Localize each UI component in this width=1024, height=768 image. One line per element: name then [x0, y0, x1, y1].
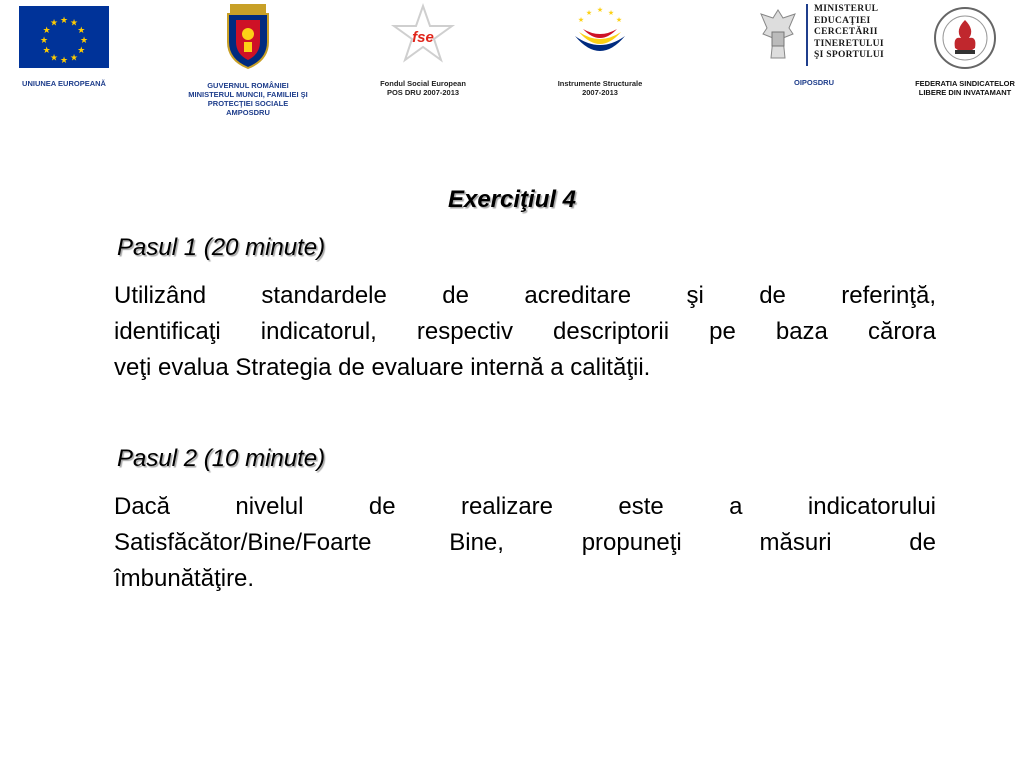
svg-text:★: ★	[69, 53, 79, 64]
svg-text:★: ★	[42, 26, 51, 36]
step1-line: Utilizând standardele de acreditare şi de referinţă,	[114, 282, 936, 309]
svg-text:★: ★	[585, 9, 593, 17]
ministry-name-line: EDUCAŢIEI	[814, 15, 871, 26]
svg-text:★: ★	[577, 16, 585, 24]
svg-text:★: ★	[77, 46, 86, 56]
step1-heading: Pasul 1 (20 minute)	[117, 234, 326, 261]
svg-text:★: ★	[69, 18, 79, 29]
eu-caption: UNIUNEA EUROPEANĂ	[22, 79, 106, 88]
federation-caption-line: FEDERATIA SINDICATELOR	[915, 79, 1015, 88]
svg-text:★: ★	[49, 53, 59, 64]
ministry-name-line: CERCETĂRII	[814, 27, 878, 37]
svg-text:★: ★	[596, 6, 604, 14]
ministry-name-line: ŞI SPORTULUI	[814, 50, 885, 60]
government-caption-line: AMPOSDRU	[226, 108, 270, 117]
svg-text:★: ★	[615, 16, 623, 24]
step2-paragraph	[114, 489, 936, 597]
exercise-title: Exerciţiul 4	[447, 186, 577, 213]
svg-text:★: ★	[39, 36, 49, 46]
fse-caption-line: Fondul Social European	[380, 79, 466, 88]
government-caption-line: GUVERNUL ROMÂNIEI	[207, 81, 289, 90]
step2-line: Dacă nivelul de realizare este a indicatorului	[114, 493, 936, 520]
federation-caption-line: LIBERE DIN INVATAMANT	[918, 88, 1012, 97]
ministry-caption: OIPOSDRU	[794, 78, 835, 87]
structural-caption-line: Instrumente Structurale	[557, 79, 643, 88]
government-caption-line: MINISTERUL MUNCII, FAMILIEI ŞI	[188, 90, 308, 99]
step1-paragraph	[114, 278, 936, 386]
fse-mark: fse	[412, 29, 434, 46]
step2-line: Satisfăcător/Bine/Foarte Bine, propuneţi măsuri de	[114, 529, 936, 556]
step2-heading: Pasul 2 (10 minute)	[117, 445, 326, 472]
ministry-name-line: TINERETULUI	[814, 38, 884, 49]
government-caption-line: PROTECŢIEI SOCIALE	[207, 99, 289, 108]
svg-text:★: ★	[607, 9, 615, 17]
fse-caption-line: POS DRU 2007-2013	[386, 88, 460, 97]
svg-text:★: ★	[59, 56, 69, 66]
step2-line: îmbunătăţire.	[114, 565, 255, 592]
svg-text:★: ★	[49, 18, 59, 29]
ministry-name-line: MINISTERUL	[814, 4, 879, 14]
svg-text:★: ★	[42, 46, 51, 56]
step1-line: identificaţi indicatorul, respectiv descriptorii pe baza cărora	[114, 318, 936, 345]
svg-text:★: ★	[59, 16, 69, 26]
svg-text:★: ★	[79, 36, 89, 46]
structural-caption-line: 2007-2013	[582, 88, 618, 97]
svg-text:★: ★	[77, 26, 86, 36]
step1-line: veţi evalua Strategia de evaluare internă a calităţii.	[114, 354, 651, 381]
